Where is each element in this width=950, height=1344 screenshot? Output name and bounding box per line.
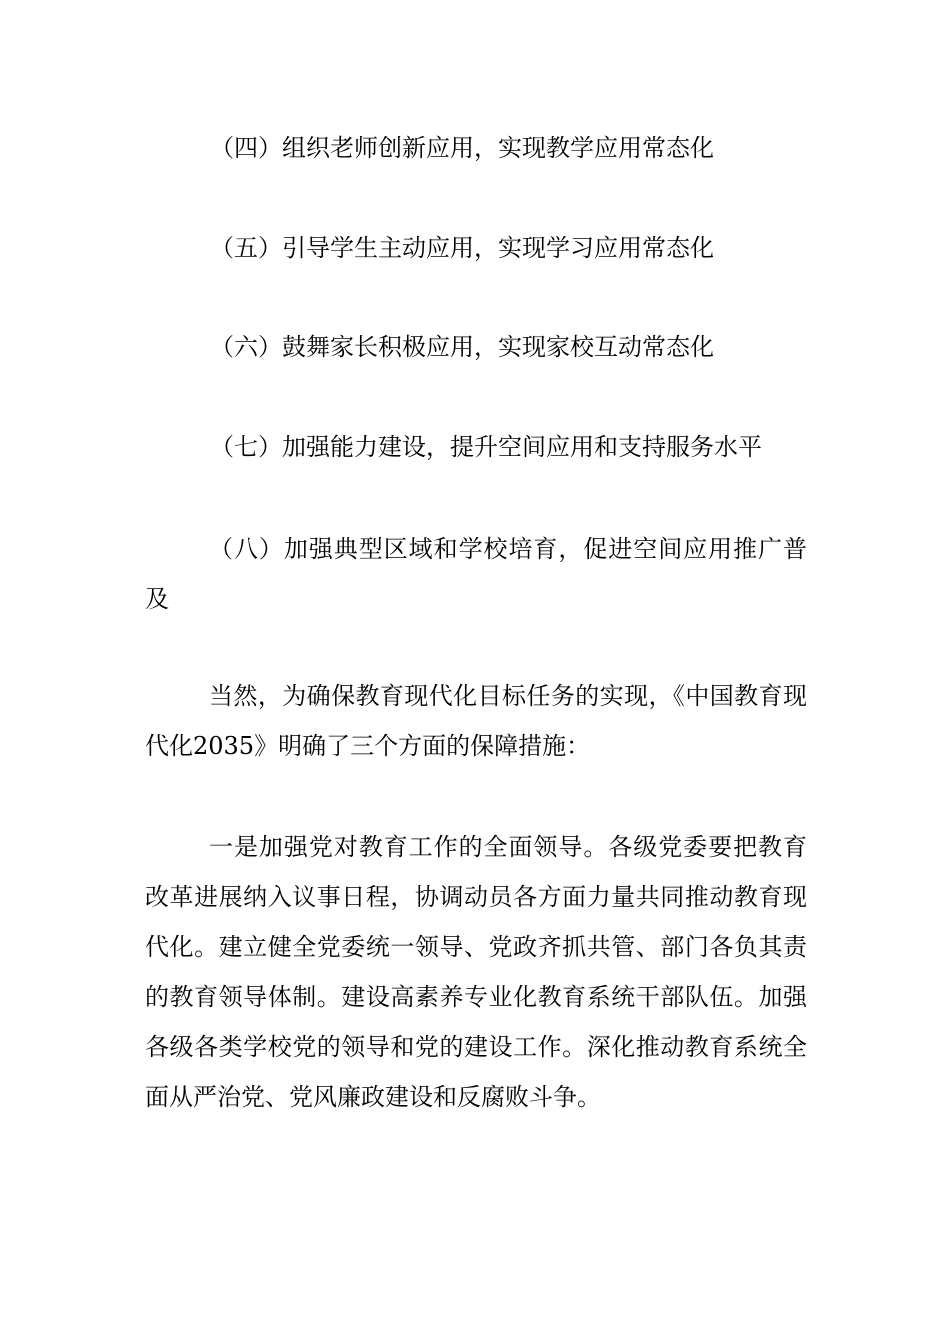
intro-paragraph: 当然，为确保教育现代化目标任务的实现，《中国教育现代化2035》明确了三个方面的保障措施： (145, 682, 807, 760)
section-heading-7: （七）加强能力建设，提升空间应用和支持服务水平 (210, 433, 762, 461)
section-heading-8: （八）加强典型区域和学校培育，促进空间应用推广普及 (145, 535, 807, 613)
section-heading-4: （四）组织老师创新应用，实现教学应用常态化 (210, 134, 714, 162)
section-heading-6: （六）鼓舞家长积极应用，实现家校互动常态化 (210, 333, 714, 361)
body-paragraph-party-leadership: 一是加强党对教育工作的全面领导。各级党委要把教育改革进展纳入议事日程，协调动员各方面力量共同推动教育现代化。建立健全党委统一领导、党政齐抓共管、部门各负其责的教育领导体制。建设高素养专业化教育系统干部队伍。加强各级各类学校党的领导和党的建设工作。深化推动教育系统全面从严治党、党风廉政建设和反腐败斗争。 (145, 833, 807, 1111)
section-heading-5: （五）引导学生主动应用，实现学习应用常态化 (210, 234, 714, 262)
